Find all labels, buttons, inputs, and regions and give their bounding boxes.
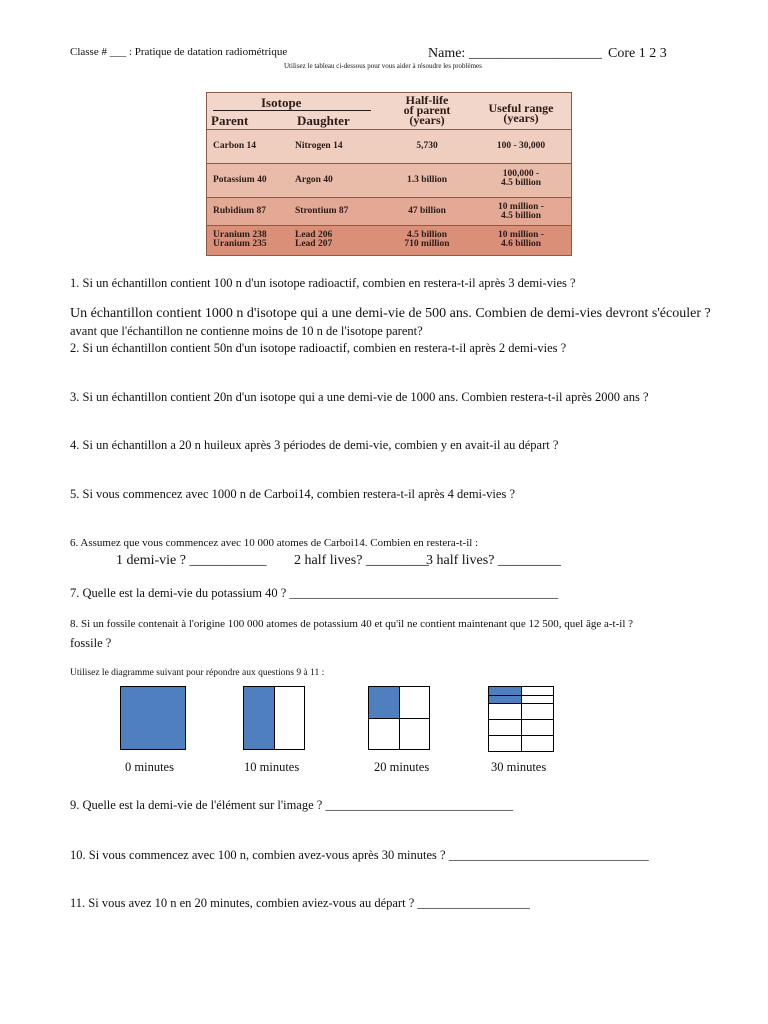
parent-cell: Potassium 40 bbox=[213, 175, 267, 185]
square-10-minutes bbox=[243, 686, 305, 750]
parent-cell bbox=[213, 231, 267, 249]
range-header-line: Useful range bbox=[488, 101, 554, 115]
parent-cell: Carbon 14 bbox=[213, 141, 257, 151]
remaining-fill bbox=[369, 687, 399, 718]
square-30-minutes bbox=[488, 686, 554, 752]
question-10: 10. Si vous commencez avec 100 n, combien avez-vous après 30 minutes ? ________________________________ bbox=[70, 848, 649, 862]
question-6: 6. Assumez que vous commencez avec 10 000 atomes de Carboi14. Combien en restera-t-il : bbox=[70, 537, 479, 549]
halflife-cell-line: 710 million bbox=[404, 239, 450, 249]
halflife-header-line: (years) bbox=[409, 113, 445, 127]
range-cell: 100 - 30,000 bbox=[496, 141, 546, 151]
table-row bbox=[207, 129, 571, 163]
question-5: 5. Si vous commencez avec 1000 n de Carboi14, combien restera-t-il après 4 demi-vies ? bbox=[70, 487, 515, 501]
daughter-cell: Strontium 87 bbox=[295, 206, 349, 216]
isotope-header: Isotope bbox=[261, 95, 302, 110]
table-row bbox=[207, 225, 571, 255]
answer-6a[interactable]: 1 demi-vie ? ___________ bbox=[116, 553, 267, 568]
grid-line bbox=[489, 695, 553, 696]
question-8-continued: fossile ? bbox=[70, 636, 112, 650]
grid-line bbox=[369, 718, 429, 719]
question-1: 1. Si un échantillon contient 100 n d'un isotope radioactif, combien en restera-t-il après 3 demi-vies ? bbox=[70, 276, 576, 290]
range-cell-line: 4.5 billion bbox=[500, 178, 542, 188]
daughter-cell: Argon 40 bbox=[295, 175, 333, 185]
range-cell bbox=[473, 203, 569, 221]
table-instruction: Utilisez le tableau ci-dessous pour vous aider à résoudre les problèmes bbox=[284, 62, 482, 70]
halflife-cell bbox=[387, 231, 467, 249]
square-20-minutes bbox=[368, 686, 430, 750]
label-30-minutes: 30 minutes bbox=[491, 760, 547, 774]
question-extra-a: Un échantillon contient 1000 n d'isotope qui a une demi-vie de 500 ans. Combien de demi-vies devront s'écouler ? bbox=[70, 306, 711, 321]
halflife-cell: 5,730 bbox=[416, 141, 438, 151]
question-3: 3. Si un échantillon contient 20n d'un isotope qui a une demi-vie de 1000 ans. Combien restera-t-il après 2000 ans ? bbox=[70, 390, 649, 404]
header-rule bbox=[213, 110, 371, 111]
class-line: Classe # ___ : Pratique de datation radiométrique bbox=[70, 46, 288, 58]
question-4: 4. Si un échantillon a 20 n huileux après 3 périodes de demi-vie, combien y en avait-il au départ ? bbox=[70, 438, 559, 452]
daughter-cell-line: Lead 207 bbox=[295, 239, 333, 249]
question-11: 11. Si vous avez 10 n en 20 minutes, combien aviez-vous au départ ? __________________ bbox=[70, 896, 530, 910]
table-row bbox=[207, 197, 571, 225]
halflife-header-line: Half-life bbox=[405, 93, 449, 107]
label-20-minutes: 20 minutes bbox=[374, 760, 430, 774]
question-7: 7. Quelle est la demi-vie du potassium 40 ? ___________________________________________ bbox=[70, 586, 559, 600]
range-cell-line: 10 million - bbox=[498, 230, 544, 240]
halflife-cell-line: 4.5 billion bbox=[406, 230, 448, 240]
table-row bbox=[207, 163, 571, 197]
core-label: Core 1 2 3 bbox=[608, 46, 667, 61]
daughter-header: Daughter bbox=[297, 113, 350, 128]
daughter-cell: Nitrogen 14 bbox=[295, 141, 343, 151]
range-cell-line: 4.6 billion bbox=[500, 239, 542, 249]
grid-line bbox=[489, 735, 553, 736]
label-10-minutes: 10 minutes bbox=[244, 760, 300, 774]
parent-header: Parent bbox=[211, 113, 249, 128]
square-0-minutes bbox=[120, 686, 186, 750]
question-2: 2. Si un échantillon contient 50n d'un isotope radioactif, combien en restera-t-il après 2 demi-vies ? bbox=[70, 341, 567, 355]
halflife-header-line: of parent bbox=[403, 103, 451, 117]
diagram-instruction: Utilisez le diagramme suivant pour répondre aux questions 9 à 11 : bbox=[70, 668, 325, 678]
question-extra-b: avant que l'échantillon ne contienne moins de 10 n de l'isotope parent? bbox=[70, 324, 423, 338]
daughter-cell bbox=[295, 231, 332, 249]
range-header-line: (years) bbox=[503, 111, 539, 125]
parent-cell-line: Uranium 235 bbox=[213, 239, 267, 249]
halflife-cell: 47 billion bbox=[408, 206, 446, 216]
grid-line bbox=[489, 703, 553, 704]
parent-cell-line: Uranium 238 bbox=[213, 230, 267, 240]
grid-line bbox=[489, 719, 553, 720]
isotope-table bbox=[206, 92, 572, 256]
range-cell-line: 10 million - bbox=[498, 202, 544, 212]
grid-line bbox=[274, 687, 275, 749]
range-cell-line: 100,000 - bbox=[502, 169, 540, 179]
answer-6b[interactable]: 2 half lives? _________ bbox=[294, 553, 429, 568]
remaining-fill bbox=[121, 687, 185, 749]
halflife-cell: 1.3 billion bbox=[406, 175, 448, 185]
daughter-cell-line: Lead 206 bbox=[295, 230, 333, 240]
label-0-minutes: 0 minutes bbox=[125, 760, 174, 774]
name-field[interactable]: Name: ___________________ bbox=[428, 46, 602, 61]
remaining-fill bbox=[244, 687, 274, 749]
range-cell-line: 4.5 billion bbox=[500, 211, 542, 221]
question-9: 9. Quelle est la demi-vie de l'élément sur l'image ? ______________________________ bbox=[70, 798, 513, 812]
range-cell bbox=[473, 231, 569, 249]
halflife-header bbox=[387, 95, 467, 125]
parent-cell: Rubidium 87 bbox=[213, 206, 267, 216]
range-header bbox=[473, 103, 569, 123]
range-cell bbox=[473, 170, 569, 188]
question-8: 8. Si un fossile contenait à l'origine 100 000 atomes de potassium 40 et qu'il ne contient maintenant que 12 500, quel âge a-t-il ? bbox=[70, 618, 634, 630]
answer-6c[interactable]: 3 half lives? _________ bbox=[426, 553, 561, 568]
